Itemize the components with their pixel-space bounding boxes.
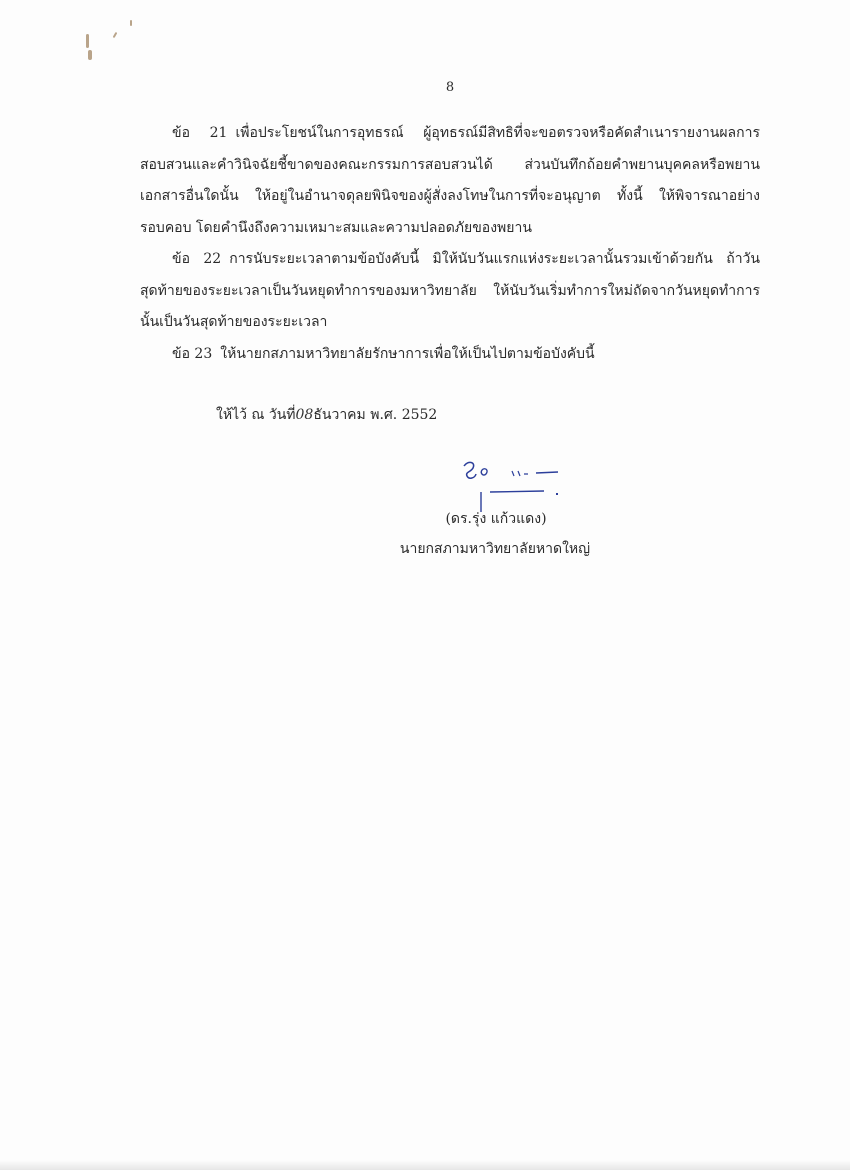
clause-number: ข้อ 21 [172,125,228,141]
clause-text: การนับระยะเวลาตามข้อบังคับนี้ มิให้นับวันแรกแห่งระยะเวลานั้นรวมเข้าด้วยกัน ถ้าวันสุดท้ายของระยะเวลาเป็นวันหยุดทำการของมหาวิทยาลัย ให้นับวันเริ่มทำการใหม่ถัดจากวันหยุดทำการนั้นเป็นวันสุดท้ายของระยะเวลา [140,251,760,330]
clause-number: ข้อ 22 [172,251,222,267]
body-text [140,118,760,370]
clause-22 [140,244,760,339]
date-suffix: ธันวาคม พ.ศ. 2552 [313,407,438,423]
page-number: 8 [445,80,455,95]
signatory-title: นายกสภามหาวิทยาลัยหาดใหญ่ [399,541,591,557]
clause-21 [140,118,760,244]
scan-speck [88,50,92,60]
clause-text: ให้นายกสภามหาวิทยาลัยรักษาการเพื่อให้เป็นไปตามข้อบังคับนี้ [220,345,595,362]
date-prefix: ให้ไว้ ณ วันที่ [216,407,296,423]
signatory-name: (ดร.รุ่ง แก้วแดง) [445,511,547,527]
date-day: 08 [295,407,314,423]
clause-number: ข้อ 23 [172,345,213,362]
handwritten-signature [448,456,578,512]
scan-speck [130,20,132,26]
clause-text: เพื่อประโยชน์ในการอุทธรณ์ ผู้อุทธรณ์มีสิทธิที่จะขอตรวจหรือคัดสำเนารายงานผลการสอบสวนและคำวินิจฉัยชี้ขาดของคณะกรรมการสอบสวนได้ ส่วนบันทึกถ้อยคำพยานบุคคลหรือพยานเอกสารอื่นใดนั้น ให้อยู่ในอำนาจดุลยพินิจของผู้สั่งลงโทษในการที่จะอนุญาต ทั้งนี้ ให้พิจารณาอย่างรอบคอบ โดยคำนึงถึงความเหมาะสมและความปลอดภัยของพยาน [140,125,760,236]
clause-23 [140,339,760,371]
scan-bottom-edge [0,1160,850,1170]
scan-speck [86,34,89,48]
scan-speck [113,32,118,38]
given-date-line [216,404,437,426]
